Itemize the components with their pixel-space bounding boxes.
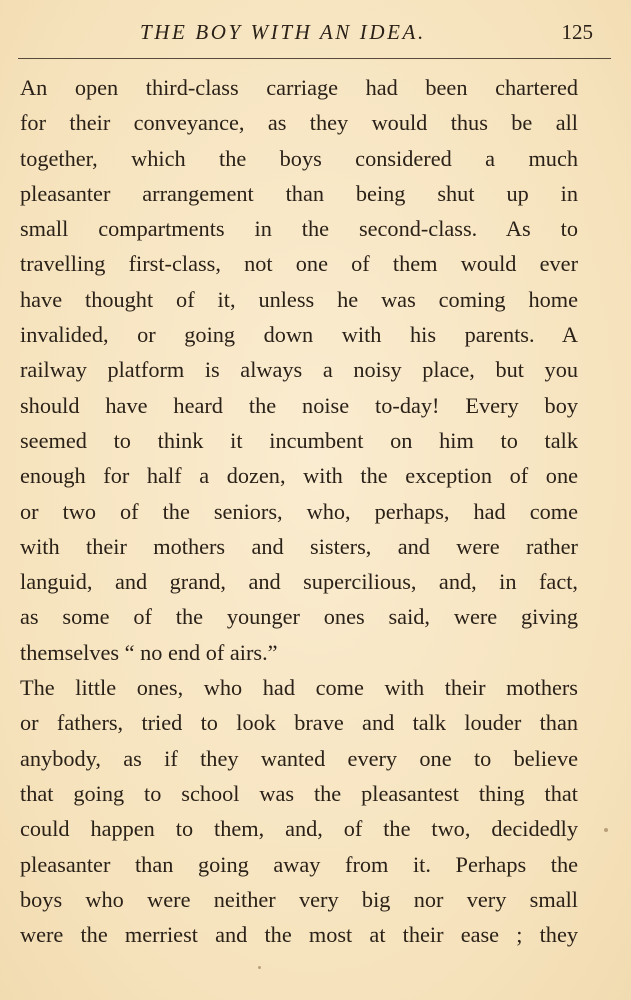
body-text [20,70,578,952]
paper-speck [258,966,261,969]
text-line: or two of the seniors, who, perhaps, had come [20,498,578,524]
text-line: enough for half a dozen, with the exception of one [20,463,578,489]
text-line: travelling first-class, not one of them would ever [20,251,578,277]
running-head: THE BOY WITH AN IDEA. [140,20,426,44]
text-line: could happen to them, and, of the two, decidedly [20,816,578,842]
text-line: that going to school was the pleasantest thing that [20,780,578,806]
text-line: should have heard the noise to-day! Every boy [20,392,578,418]
text-line: together, which the boys considered a much [20,145,578,171]
text-line: with their mothers and sisters, and were rather [20,533,578,559]
text-line: small compartments in the second-class. As to [20,216,578,242]
paragraph-2 [20,670,578,952]
text-line: boys who were neither very big nor very small [20,886,578,912]
paragraph-1 [20,70,578,670]
text-line: as some of the younger ones said, were giving [20,604,578,630]
page-header [0,16,631,50]
text-line: for their conveyance, as they would thus be all [20,110,578,136]
text-line: pleasanter arrangement than being shut up in [20,180,578,206]
text-line: pleasanter than going away from it. Perhaps the [20,851,578,877]
text-line: have thought of it, unless he was coming home [20,286,578,312]
text-line: or fathers, tried to look brave and talk louder than [20,710,578,736]
text-line: The little ones, who had come with their mothers [20,675,578,701]
text-line: languid, and grand, and supercilious, and, in fact, [20,569,578,595]
paper-speck [604,828,608,832]
header-rule [18,58,611,59]
page-number: 125 [561,20,593,44]
text-line: railway platform is always a noisy place, but you [20,357,578,383]
text-line: An open third-class carriage had been chartered [20,75,578,100]
text-line: themselves “ no end of airs.” [20,639,278,665]
text-line: anybody, as if they wanted every one to believe [20,745,578,771]
text-line: seemed to think it incumbent on him to talk [20,427,578,453]
text-line: were the merriest and the most at their ease ; they [20,922,578,948]
text-line: invalided, or going down with his parents. A [20,322,578,348]
